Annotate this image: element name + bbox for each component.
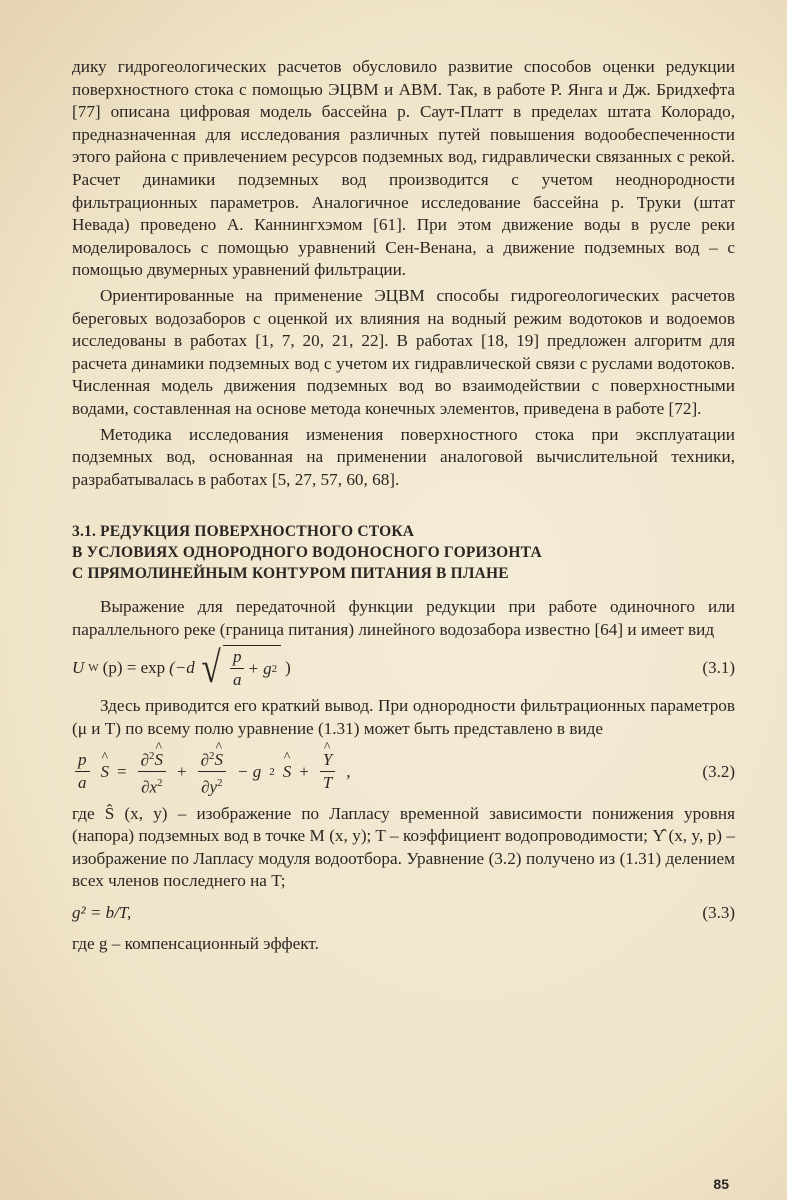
equation-3-1 xyxy=(72,641,735,695)
paragraph-6: где Ŝ (x, y) – изображение по Лапласу временной зависимости понижения уровня (напора) подземных вод в точке M (x, y); T – коэффициент водопроводимости; Υ̂ (x, y, p) – изображение по Лапласу модуля водоотбора. Уравнение (3.2) получено из (1.31) делением всех членов последнего на T; xyxy=(72,803,735,891)
section-heading-line-3: С ПРЯМОЛИНЕЙНЫМ КОНТУРОМ ПИТАНИЯ В ПЛАНЕ xyxy=(72,565,509,583)
eq2-y-over-t: ^ $\frac{\Upsilon}{T}$ xyxy=(320,749,335,794)
eq1-plus-g: + g xyxy=(247,658,272,678)
equation-label-3-1: (3.1) xyxy=(702,658,735,678)
eq2-s-hat: ^ S xyxy=(101,762,110,782)
paragraph-2: Ориентированные на применение ЭЦВМ способы гидрогеологических расчетов береговых водозаборов с оценкой их влияния на водный режим водотоков и водоемов исследованы в работах [1, 7, 20, 21, 22]. В работах [18, 19] предложен алгоритм для расчета динамики подземных вод с учетом их гидравлической связи с руслами водотоков. Численная модель движения подземных вод во взаимодействии с поверхностными водами, составленная на основе метода конечных элементов, приведена в работе [72]. xyxy=(72,285,735,418)
eq1-sqrt: √ $\frac{p}{a}$ + g 2 xyxy=(199,645,281,691)
eq1-fraction: $\frac{p}{a}$ xyxy=(230,646,245,691)
paragraph-7: где g – компенсационный эффект. xyxy=(72,934,319,954)
eq1-arg: (p) = exp xyxy=(102,658,166,678)
eq2-minus-g: − g xyxy=(237,761,262,781)
eq2-plus: + xyxy=(177,761,187,781)
equation-label-3-2: (3.2) xyxy=(702,761,735,781)
section-heading-line-1: 3.1. РЕДУКЦИЯ ПОВЕРХНОСТНОГО СТОКА xyxy=(72,523,415,541)
eq1-lhs: U xyxy=(72,658,85,678)
section-heading-line-2: В УСЛОВИЯХ ОДНОРОДНОГО ВОДОНОСНОГО ГОРИЗОНТА xyxy=(72,544,542,562)
page-number: 85 xyxy=(713,1176,729,1192)
eq1-close: ) xyxy=(285,658,291,678)
equation-3-3 xyxy=(72,893,735,933)
eq2-d2s-dx2: $\frac{\partial^2\^{} S}{\partial x^2}$ xyxy=(138,745,166,799)
eq1-minus-d: (−d xyxy=(169,658,195,678)
equation-3-2: $\frac{p}{a}$ ^ S = $\frac{\partial^2\^{} S}{\partial x^2}$ + $\frac{\partial^2\^{} S}{\partial y^2}$ − g 2 ^ S + ^ $\frac{\Upsilon}{T}$ , (3.2) xyxy=(72,741,735,803)
equation-label-3-3: (3.3) xyxy=(702,903,735,923)
sqrt-icon: √ xyxy=(201,643,221,693)
eq2-p-over-a: $\frac{p}{a}$ xyxy=(75,749,90,794)
section-heading xyxy=(72,521,735,584)
eq2-d2s-dy2: $\frac{\partial^2\^{} S}{\partial y^2}$ xyxy=(198,745,226,799)
eq3-text: g² = b/T, xyxy=(72,903,132,923)
eq1-lhs-sub: W xyxy=(88,662,99,675)
paragraph-3: Методика исследования изменения поверхностного стока при эксплуатации подземных вод, основанная на применении аналоговой вычислительной техники, разрабатывалась в работах [5, 27, 57, 60, 68]. xyxy=(72,424,735,489)
paragraph-5: Здесь приводится его краткий вывод. При однородности фильтрационных параметров (μ и T) по всему полю уравнение (1.31) может быть представлено в виде xyxy=(72,696,735,739)
paragraph-4: Выражение для передаточной функции редукции при работе одиночного или параллельного реке (граница питания) линейного водозабора известно [64] и имеет вид xyxy=(72,597,735,639)
paragraph-1: дику гидрогеологических расчетов обусловило развитие способов оценки редукции поверхностного стока с помощью ЭЦВМ и АВМ. Так, в работе Р. Янга и Дж. Бридхефта [77] описана цифровая модель бассейна р. Саут-Платт в пределах штата Колорадо, предназначенная для исследования различных путей повышения водообеспеченности этого района с привлечением ресурсов подземных вод, гидравлически связанных с рекой. Расчет динамики подземных вод производится с учетом неоднородности фильтрационных параметров. Аналогичное исследование бассейна р. Труки (штат Невада) проведено А. Каннингхэмом [61]. При этом движение воды в русле реки моделировалось с помощью уравнений Сен-Венана, а движение подземных вод – с помощью двумерных уравнений фильтрации. xyxy=(72,57,735,280)
